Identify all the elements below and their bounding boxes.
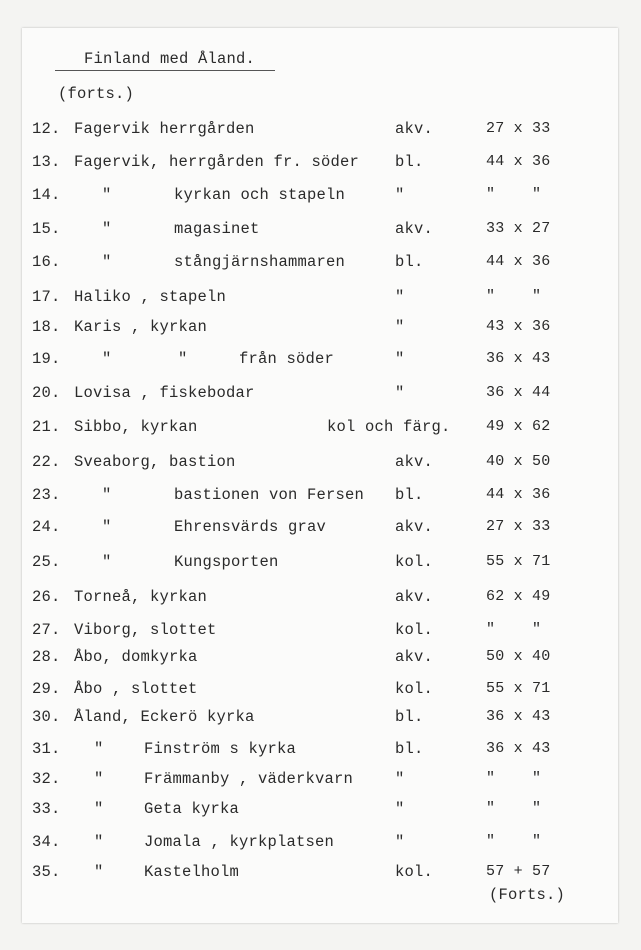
row-name: Åland, Eckerö kyrka xyxy=(74,708,255,726)
row-size: 27 x 33 xyxy=(486,518,551,535)
heading-underline xyxy=(55,70,275,71)
row-size: 55 x 71 xyxy=(486,680,551,697)
row-name: " xyxy=(102,518,112,536)
row-subject: kyrkan och stapeln xyxy=(174,186,346,204)
row-name: Åbo , slottet xyxy=(74,680,198,698)
continued-note-top: (forts.) xyxy=(58,85,135,103)
row-name: " xyxy=(94,770,104,788)
row-size: 57 + 57 xyxy=(486,863,551,880)
row-medium: " xyxy=(395,384,405,402)
row-size: 36 x 44 xyxy=(486,384,551,401)
row-size: 44 x 36 xyxy=(486,486,551,503)
row-size: 36 x 43 xyxy=(486,708,551,725)
row-number: 30. xyxy=(32,708,61,726)
row-number: 18. xyxy=(32,318,61,336)
row-size: 49 x 62 xyxy=(486,418,551,435)
row-name: Haliko , stapeln xyxy=(74,288,227,306)
row-name: Viborg, slottet xyxy=(74,621,217,639)
row-size: " " xyxy=(486,288,542,305)
row-subject: Geta kyrka xyxy=(144,800,240,818)
row-size: 36 x 43 xyxy=(486,740,551,757)
row-size: " " xyxy=(486,770,542,787)
row-medium: kol. xyxy=(395,680,434,698)
row-medium: " xyxy=(395,186,405,204)
row-name: " xyxy=(94,800,104,818)
row-number: 19. xyxy=(32,350,61,368)
row-size: 33 x 27 xyxy=(486,220,551,237)
row-medium: " xyxy=(395,288,405,306)
row-medium: bl. xyxy=(395,253,424,271)
row-subject: Finström s kyrka xyxy=(144,740,297,758)
row-number: 14. xyxy=(32,186,61,204)
row-name: " xyxy=(94,740,104,758)
row-number: 31. xyxy=(32,740,61,758)
row-name: Fagervik, herrgården fr. söder xyxy=(74,153,360,171)
row-number: 24. xyxy=(32,518,61,536)
row-name: " xyxy=(102,253,112,271)
row-size: 50 x 40 xyxy=(486,648,551,665)
row-size: 62 x 49 xyxy=(486,588,551,605)
row-name: Åbo, domkyrka xyxy=(74,648,198,666)
row-name: Karis , kyrkan xyxy=(74,318,208,336)
row-name: " xyxy=(94,863,104,881)
row-medium: akv. xyxy=(395,648,434,666)
row-size: 43 x 36 xyxy=(486,318,551,335)
row-subject: Kastelholm xyxy=(144,863,240,881)
row-name: " " xyxy=(102,350,188,368)
row-number: 33. xyxy=(32,800,61,818)
row-number: 21. xyxy=(32,418,61,436)
row-number: 12. xyxy=(32,120,61,138)
row-medium: akv. xyxy=(395,220,434,238)
row-medium: akv. xyxy=(395,120,434,138)
row-name: Lovisa , fiskebodar xyxy=(74,384,255,402)
row-medium: akv. xyxy=(395,453,434,471)
row-number: 34. xyxy=(32,833,61,851)
row-size: " " xyxy=(486,800,542,817)
row-number: 27. xyxy=(32,621,61,639)
row-number: 32. xyxy=(32,770,61,788)
row-medium: bl. xyxy=(395,708,424,726)
row-number: 13. xyxy=(32,153,61,171)
row-medium: kol och färg. xyxy=(327,418,451,436)
row-number: 15. xyxy=(32,220,61,238)
row-medium: kol. xyxy=(395,863,434,881)
row-size: " " xyxy=(486,186,542,203)
row-number: 29. xyxy=(32,680,61,698)
row-size: 40 x 50 xyxy=(486,453,551,470)
row-medium: " xyxy=(395,318,405,336)
row-subject: Kungsporten xyxy=(174,553,279,571)
row-subject: Jomala , kyrkplatsen xyxy=(144,833,335,851)
row-number: 25. xyxy=(32,553,61,571)
row-medium: bl. xyxy=(395,486,424,504)
row-name: Sibbo, kyrkan xyxy=(74,418,198,436)
row-size: 44 x 36 xyxy=(486,153,551,170)
row-size: 36 x 43 xyxy=(486,350,551,367)
row-name: " xyxy=(102,220,112,238)
section-heading: Finland med Åland. xyxy=(84,50,256,68)
row-subject: Främmanby , väderkvarn xyxy=(144,770,354,788)
row-medium: " xyxy=(395,833,405,851)
row-size: 55 x 71 xyxy=(486,553,551,570)
row-subject: från söder xyxy=(239,350,335,368)
row-name: Torneå, kyrkan xyxy=(74,588,208,606)
row-name: Sveaborg, bastion xyxy=(74,453,236,471)
continued-note-bottom: (Forts.) xyxy=(489,886,566,904)
row-number: 17. xyxy=(32,288,61,306)
row-number: 20. xyxy=(32,384,61,402)
row-medium: akv. xyxy=(395,518,434,536)
row-number: 35. xyxy=(32,863,61,881)
row-subject: Ehrensvärds grav xyxy=(174,518,327,536)
row-medium: kol. xyxy=(395,553,434,571)
row-name: Fagervik herrgården xyxy=(74,120,255,138)
row-name: " xyxy=(102,486,112,504)
row-name: " xyxy=(102,186,112,204)
row-medium: " xyxy=(395,800,405,818)
row-size: 27 x 33 xyxy=(486,120,551,137)
row-number: 26. xyxy=(32,588,61,606)
row-medium: bl. xyxy=(395,153,424,171)
row-size: " " xyxy=(486,833,542,850)
row-number: 23. xyxy=(32,486,61,504)
row-size: 44 x 36 xyxy=(486,253,551,270)
row-subject: bastionen von Fersen xyxy=(174,486,365,504)
row-medium: " xyxy=(395,350,405,368)
row-number: 22. xyxy=(32,453,61,471)
row-name: " xyxy=(102,553,112,571)
row-medium: bl. xyxy=(395,740,424,758)
row-name: " xyxy=(94,833,104,851)
row-subject: magasinet xyxy=(174,220,260,238)
row-medium: kol. xyxy=(395,621,434,639)
row-medium: " xyxy=(395,770,405,788)
row-number: 28. xyxy=(32,648,61,666)
row-size: " " xyxy=(486,621,542,638)
row-medium: akv. xyxy=(395,588,434,606)
document-page xyxy=(22,28,618,923)
row-subject: stångjärnshammaren xyxy=(174,253,346,271)
row-number: 16. xyxy=(32,253,61,271)
